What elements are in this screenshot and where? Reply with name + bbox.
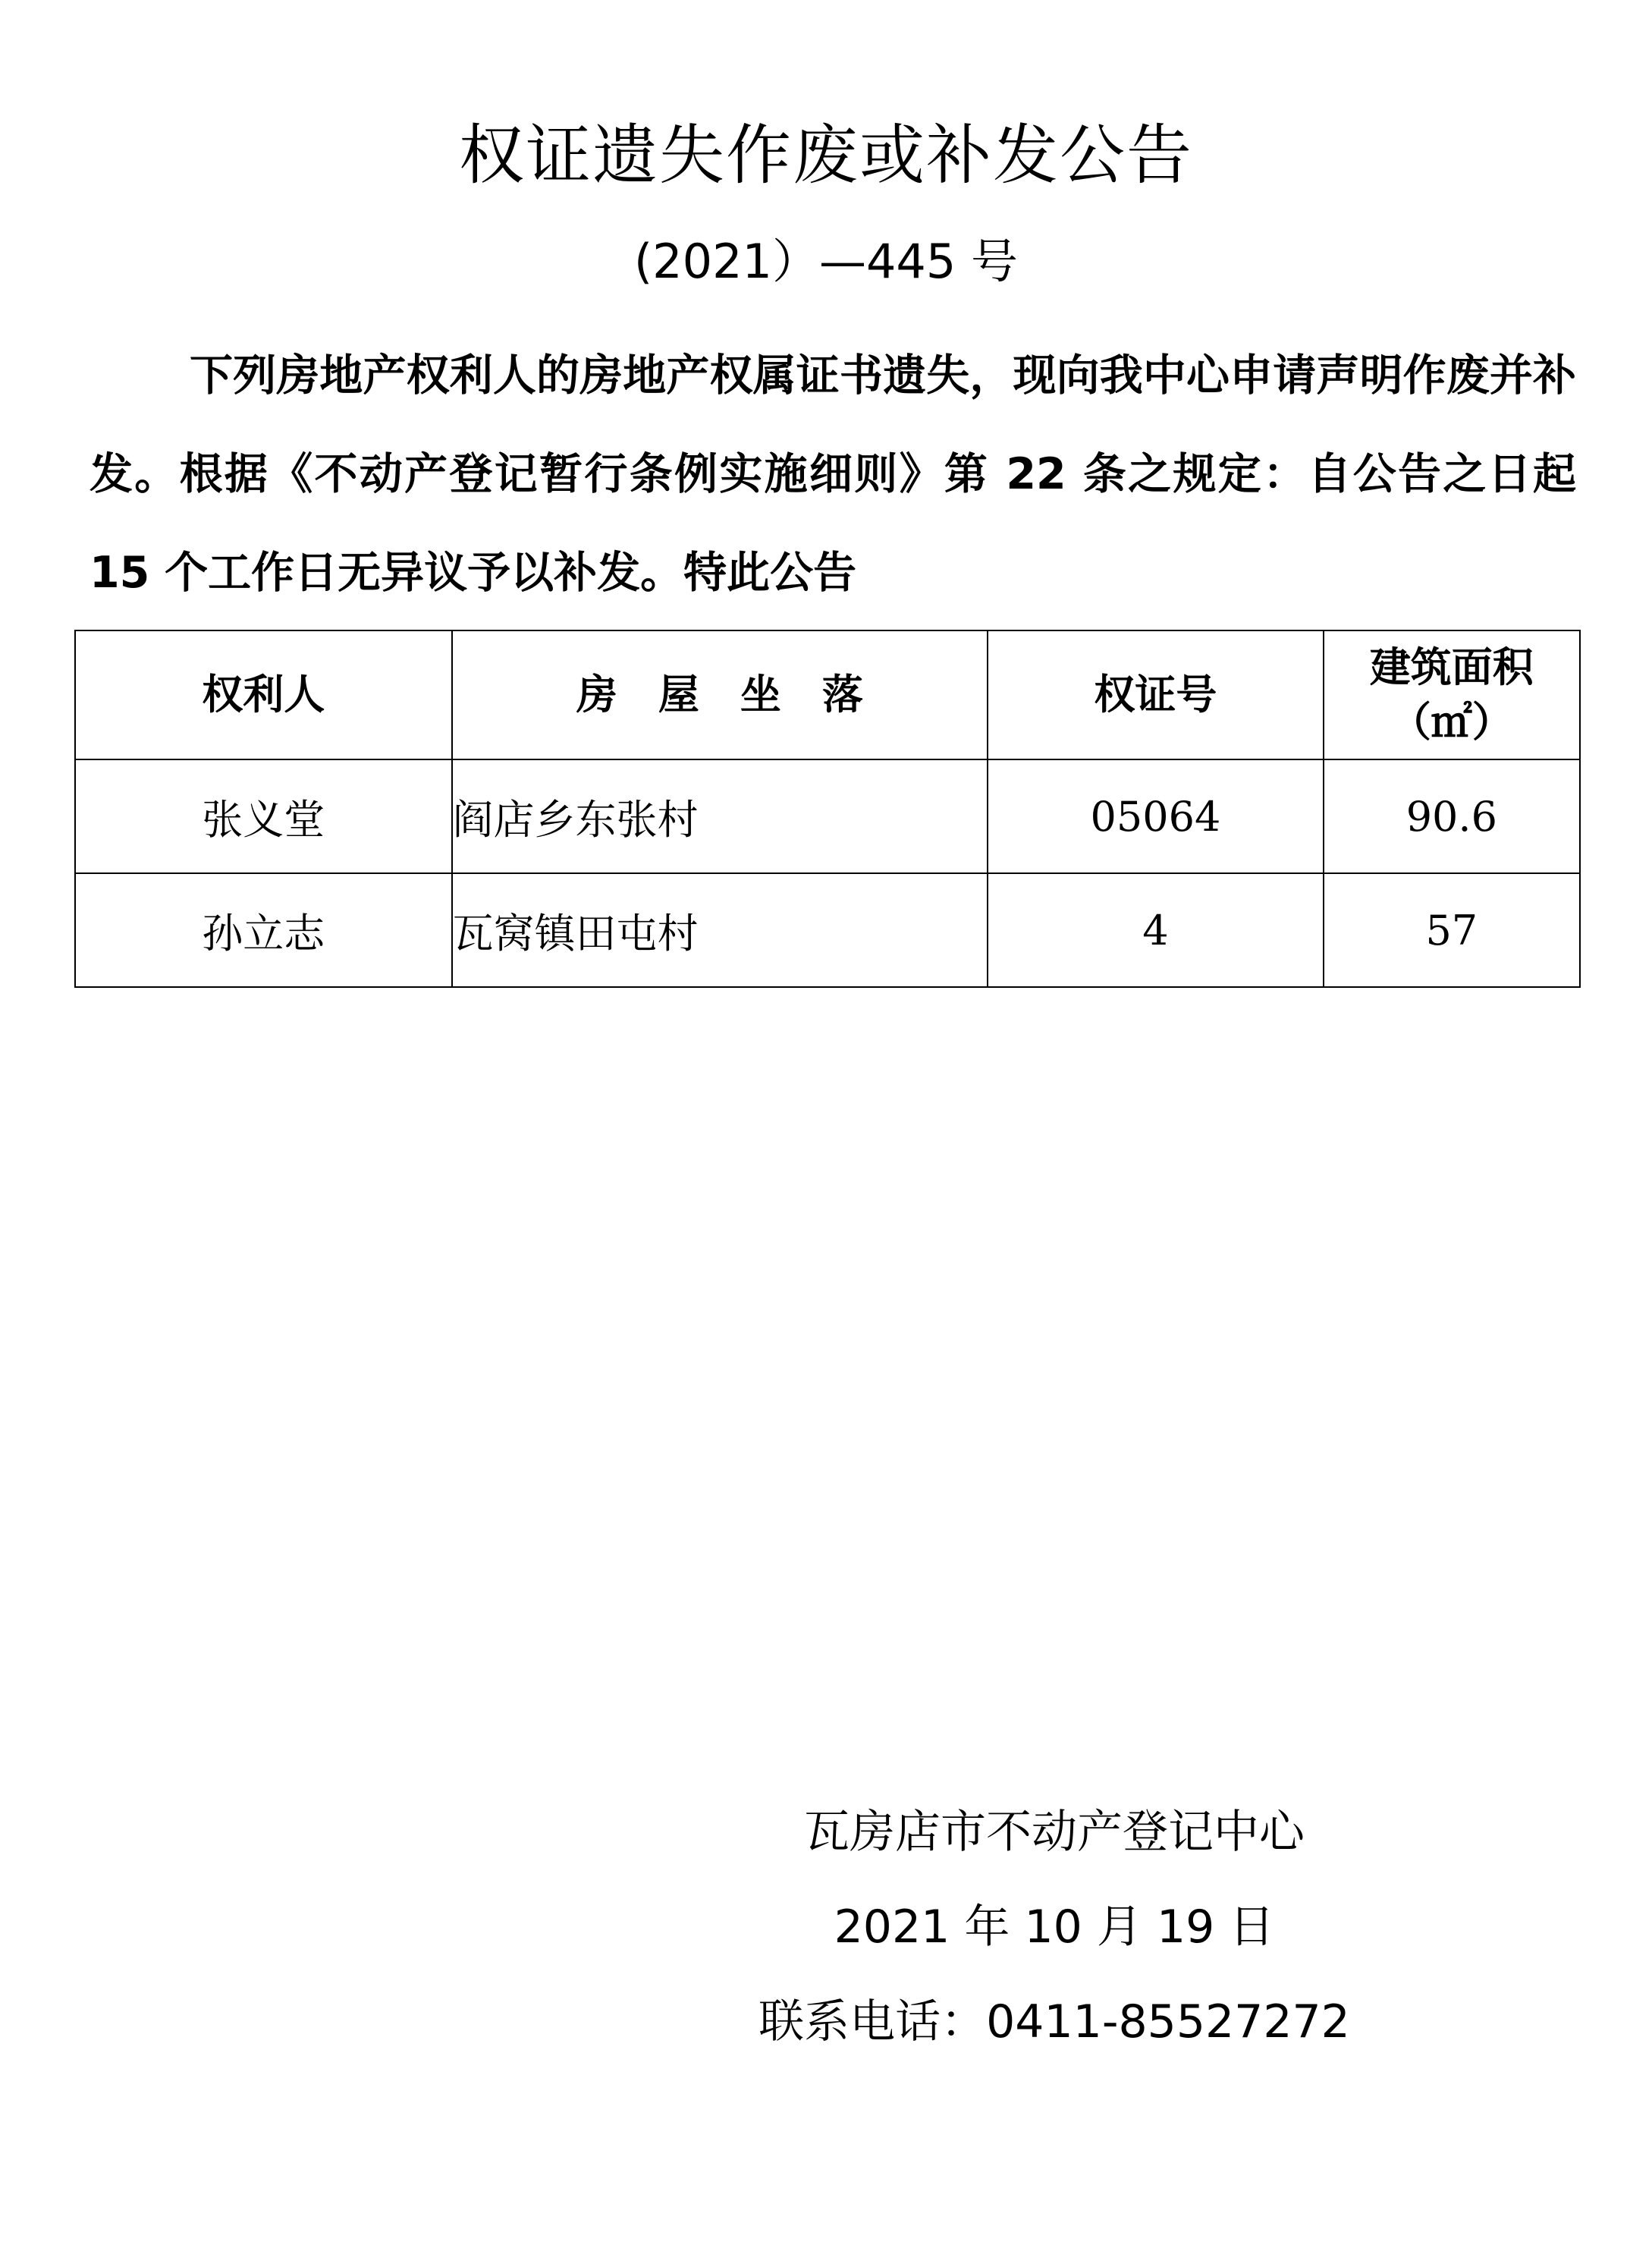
header-area-unit: （㎡） [1390, 698, 1513, 746]
cell-cert-no: 4 [988, 873, 1323, 987]
header-location: 房 屋 坐 落 [452, 630, 988, 759]
cell-owner: 张义堂 [75, 759, 452, 873]
contact-phone: 联系电话：0411-85527272 [758, 1995, 1350, 2048]
issuer-name: 瓦房店市不动产登记中心 [804, 1806, 1305, 1859]
cell-area: 90.6 [1324, 759, 1580, 873]
header-cert-no: 权证号 [988, 630, 1323, 759]
cell-area: 57 [1324, 873, 1580, 987]
table-row [75, 873, 1580, 987]
issue-date: 2021 年 10 月 19 日 [834, 1901, 1275, 1954]
cell-cert-no: 05064 [988, 759, 1323, 873]
cell-owner: 孙立志 [75, 873, 452, 987]
cell-location: 瓦窝镇田屯村 [452, 873, 988, 987]
table-row [75, 759, 1580, 873]
cell-location: 阎店乡东张村 [452, 759, 988, 873]
header-owner: 权利人 [75, 630, 452, 759]
notice-body: 下列房地产权利人的房地产权属证书遗失，现向我中心申请声明作废并补发。根据《不动产登记暂行条例实施细则》第 22 条之规定：自公告之日起 15 个工作日无异议予以补发。特此公告 [90, 351, 1576, 598]
records-table [74, 630, 1581, 988]
header-area [1324, 630, 1580, 759]
notice-title: 权证遗失作废或补发公告 [459, 118, 1193, 193]
header-area-label: 建筑面积 [1369, 643, 1534, 691]
table-header-row [75, 630, 1580, 759]
notice-number: (2021）—445 号 [633, 234, 1019, 289]
